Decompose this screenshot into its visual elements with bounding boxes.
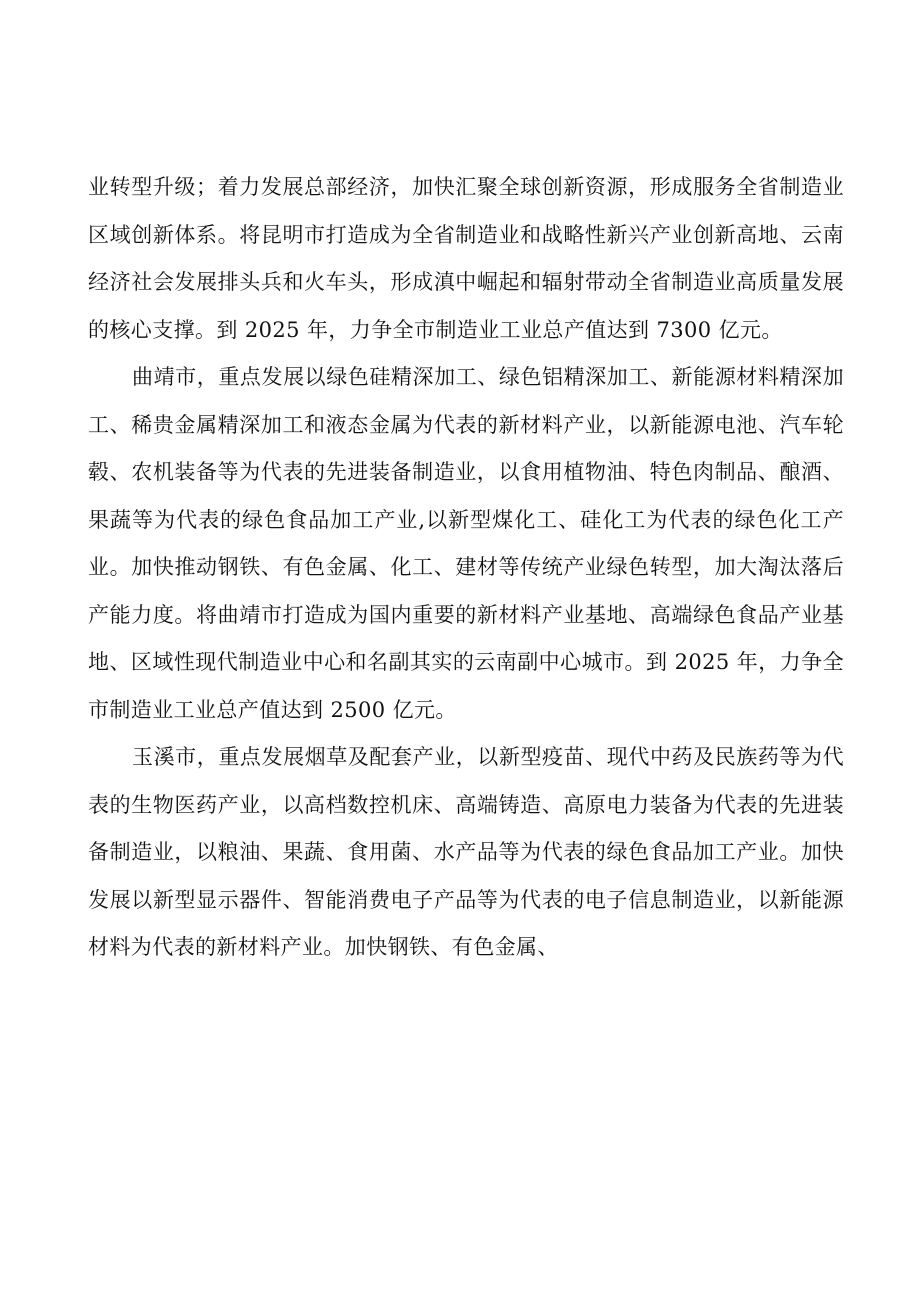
document-body	[88, 164, 844, 972]
paragraph-yuxi: 玉溪市，重点发展烟草及配套产业，以新型疫苗、现代中药及民族药等为代表的生物医药产业，以高档数控机床、高端铸造、高原电力装备为代表的先进装备制造业，以粮油、果蔬、食用菌、水产品等为代表的绿色食品加工产业。加快发展以新型显示器件、智能消费电子产品等为代表的电子信息制造业，以新能源材料为代表的新材料产业。加快钢铁、有色金属、	[88, 745, 844, 959]
paragraph-qujing: 曲靖市，重点发展以绿色硅精深加工、绿色铝精深加工、新能源材料精深加工、稀贵金属精深加工和液态金属为代表的新材料产业，以新能源电池、汽车轮毂、农机装备等为代表的先进装备制造业，以食用植物油、特色肉制品、酿酒、果蔬等为代表的绿色食品加工产业,以新型煤化工、硅化工为代表的绿色化工产业。加快推动钢铁、有色金属、化工、建材等传统产业绿色转型，加大淘汰落后产能力度。将曲靖市打造成为国内重要的新材料产业基地、高端绿色食品产业基地、区域性现代制造业中心和名副其实的云南副中心城市。到 2025 年，力争全市制造业工业总产值达到 2500 亿元。	[88, 365, 844, 722]
paragraph-kunming-continuation: 业转型升级；着力发展总部经济，加快汇聚全球创新资源，形成服务全省制造业区域创新体系。将昆明市打造成为全省制造业和战略性新兴产业创新高地、云南经济社会发展排头兵和火车头，形成滇中崛起和辐射带动全省制造业高质量发展的核心支撑。到 2025 年，力争全市制造业工业总产值达到 7300 亿元。	[88, 175, 844, 342]
